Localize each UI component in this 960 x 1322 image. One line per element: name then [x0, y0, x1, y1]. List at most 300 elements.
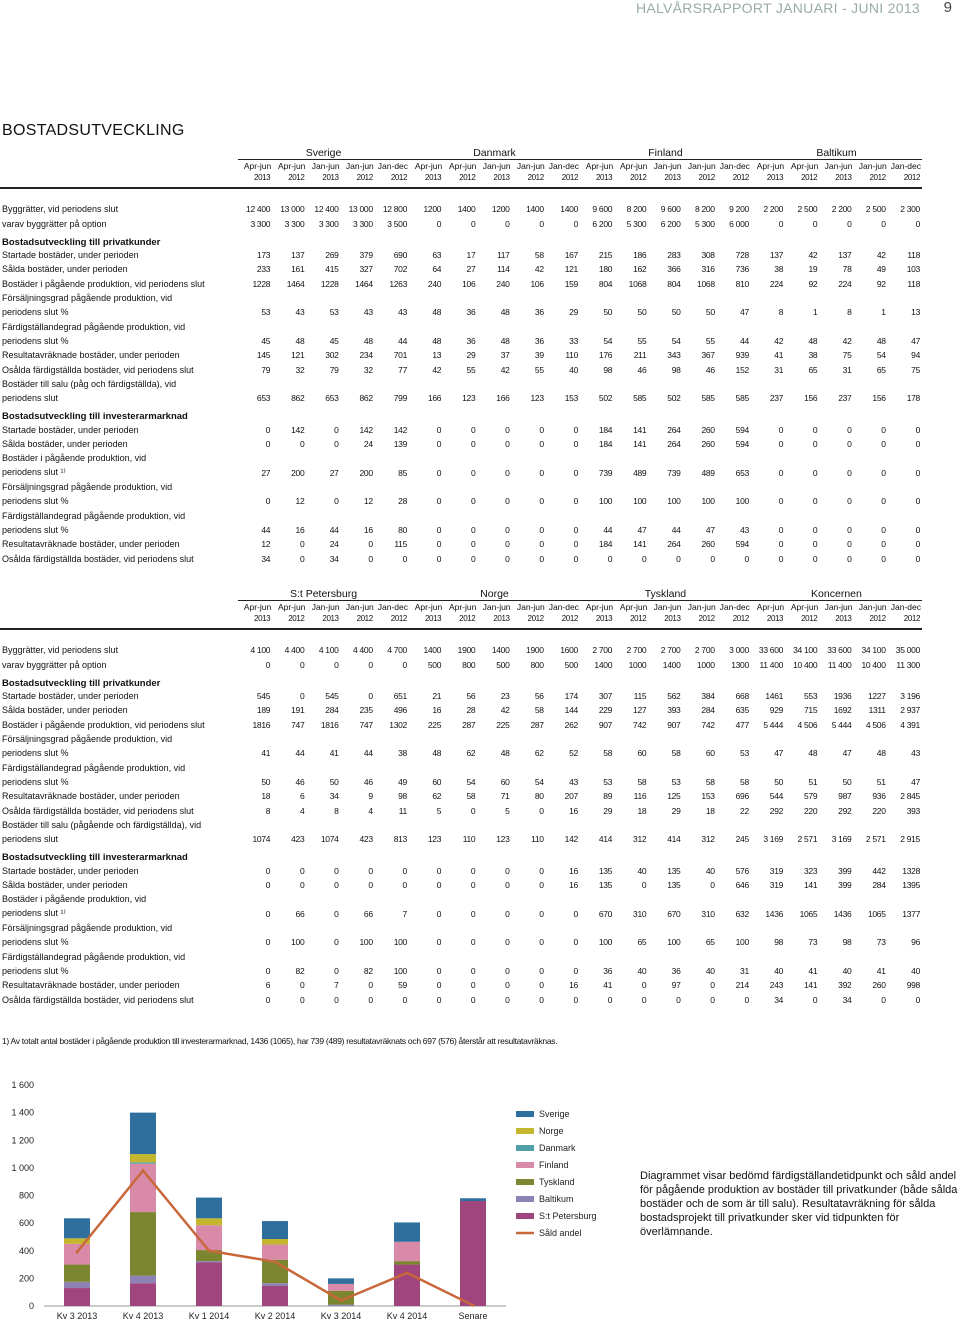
- cell-value: 0: [539, 553, 544, 564]
- cell-value: 862: [359, 393, 373, 404]
- table-row: [0, 992, 922, 1006]
- table-row: [0, 451, 922, 465]
- cell-value: 53: [603, 776, 613, 787]
- cell-value: 264: [667, 424, 681, 435]
- cell-value: 29: [603, 805, 613, 816]
- cell-value: 316: [701, 264, 715, 275]
- cell-value: 800: [530, 659, 544, 670]
- period-label: Jan-dec: [890, 160, 921, 171]
- cell-value: 500: [564, 659, 578, 670]
- cell-value: 0: [505, 439, 510, 450]
- cell-value: 668: [735, 690, 749, 701]
- cell-value: 0: [778, 424, 784, 435]
- period-label: Jan-jun: [311, 601, 340, 612]
- cell-value: 4 391: [900, 719, 920, 730]
- cell-value: 0: [265, 659, 271, 670]
- cell-value: 8: [778, 307, 784, 318]
- row-label: periodens slut %: [2, 748, 69, 759]
- cell-value: 141: [803, 980, 818, 991]
- cell-value: 123: [530, 393, 544, 404]
- cell-value: 1228: [252, 278, 271, 289]
- legend-swatch: [516, 1145, 534, 1151]
- corner-cell: [0, 146, 238, 160]
- cell-value: 34: [261, 553, 271, 564]
- cell-value: 42: [808, 249, 818, 260]
- cell-value: 0: [470, 439, 476, 450]
- cell-value: 135: [667, 865, 681, 876]
- cell-value: 32: [295, 364, 305, 375]
- cell-value: 0: [641, 553, 647, 564]
- cell-value: 58: [671, 748, 681, 759]
- cell-value: 0: [847, 218, 852, 229]
- row-label: Sålda bostäder, under perioden: [2, 439, 128, 450]
- cell-value: 936: [872, 791, 886, 802]
- cell-value: 0: [778, 439, 784, 450]
- cell-value: 48: [432, 748, 442, 759]
- cell-value: 1400: [423, 645, 442, 656]
- cell-value: 13: [432, 350, 442, 361]
- cell-value: 60: [432, 776, 442, 787]
- cell-value: 0: [539, 467, 544, 478]
- bar-segment: [196, 1225, 222, 1250]
- cell-value: 127: [633, 705, 647, 716]
- cell-value: 312: [633, 834, 647, 845]
- year-label: 2013: [254, 614, 271, 623]
- year-label: 2012: [390, 173, 408, 182]
- table-row: [0, 348, 922, 362]
- housing-table-1: [0, 146, 922, 566]
- cell-value: 34 100: [793, 645, 818, 656]
- cell-value: 34: [329, 553, 339, 564]
- cell-value: 0: [265, 880, 271, 891]
- cell-value: 6 000: [729, 218, 749, 229]
- cell-value: 442: [872, 865, 886, 876]
- cell-value: 1464: [355, 278, 373, 289]
- cell-value: 1400: [457, 204, 476, 215]
- cell-value: 0: [539, 496, 544, 507]
- cell-value: 152: [735, 364, 749, 375]
- cell-value: 702: [393, 264, 408, 275]
- cell-value: 62: [432, 791, 442, 802]
- cell-value: 135: [667, 880, 681, 891]
- cell-value: 423: [291, 834, 305, 845]
- table-row: [0, 703, 922, 717]
- cell-value: 237: [769, 393, 784, 404]
- cell-value: 0: [881, 467, 886, 478]
- cell-value: 65: [705, 937, 715, 948]
- cell-value: 7: [402, 908, 407, 919]
- cell-value: 0: [368, 880, 373, 891]
- table-row: [0, 422, 922, 436]
- cell-value: 0: [573, 439, 578, 450]
- cell-value: 55: [705, 335, 715, 346]
- row-label: Färdigställandegrad pågående produktion, vid: [2, 321, 186, 332]
- cell-value: 71: [500, 791, 510, 802]
- cell-value: 1000: [696, 659, 715, 670]
- cell-value: 1227: [867, 690, 886, 701]
- table-row: [0, 305, 922, 319]
- row-label: Byggrätter, vid periodens slut: [2, 645, 119, 656]
- cell-value: 2 700: [694, 645, 715, 656]
- cell-value: 264: [667, 439, 681, 450]
- cell-value: 2 700: [626, 645, 647, 656]
- cell-value: 245: [735, 834, 749, 845]
- cell-value: 46: [705, 364, 715, 375]
- cell-value: 4: [299, 805, 305, 816]
- cell-value: 323: [803, 865, 818, 876]
- cell-value: 36: [603, 965, 613, 976]
- cell-value: 211: [633, 350, 647, 361]
- cell-value: 44: [295, 748, 305, 759]
- cell-value: 123: [496, 834, 510, 845]
- table-row: [0, 878, 922, 892]
- year-label: 2013: [493, 173, 510, 182]
- cell-value: 44: [740, 335, 749, 346]
- cell-value: 0: [334, 908, 339, 919]
- cell-value: 92: [876, 278, 886, 289]
- cell-value: 0: [641, 880, 647, 891]
- cell-value: 0: [299, 539, 305, 550]
- year-label: 2013: [424, 614, 442, 623]
- cell-value: 0: [915, 467, 920, 478]
- year-label: 2013: [595, 173, 613, 182]
- year-label: 2013: [254, 173, 271, 182]
- cell-value: 40: [637, 965, 647, 976]
- table-row: [0, 262, 922, 276]
- x-tick-label: Kv 1 2014: [188, 1311, 230, 1321]
- cell-value: 58: [534, 249, 544, 260]
- cell-value: 0: [812, 218, 818, 229]
- cell-value: 121: [564, 264, 578, 275]
- cell-value: 414: [667, 834, 681, 845]
- cell-value: 234: [359, 350, 373, 361]
- cell-value: 0: [881, 218, 886, 229]
- cell-value: 243: [769, 980, 784, 991]
- cell-value: 3 300: [284, 218, 305, 229]
- cell-value: 0: [778, 467, 784, 478]
- cell-value: 0: [436, 439, 442, 450]
- cell-value: 319: [769, 865, 784, 876]
- cell-value: 16: [432, 705, 442, 716]
- line-point: [76, 1251, 79, 1254]
- line-point: [472, 1304, 475, 1307]
- cell-value: 100: [735, 937, 749, 948]
- cell-value: 7: [334, 980, 339, 991]
- cell-value: 18: [261, 791, 271, 802]
- cell-value: 1600: [560, 645, 578, 656]
- cell-value: 106: [462, 278, 476, 289]
- x-tick-label: Kv 3 2013: [56, 1311, 98, 1321]
- cell-value: 2 700: [592, 645, 613, 656]
- table-row: [0, 732, 922, 746]
- period-label: Apr-jun: [585, 160, 614, 171]
- table-row: [0, 718, 922, 732]
- cell-value: 0: [402, 880, 407, 891]
- row-label: periodens slut ¹⁾: [2, 908, 66, 919]
- cell-value: 576: [735, 865, 749, 876]
- cell-value: 283: [667, 249, 681, 260]
- cell-value: 137: [838, 249, 852, 260]
- group-header: Danmark: [409, 146, 580, 160]
- period-label: Jan-jun: [516, 160, 545, 171]
- cell-value: 2 500: [797, 204, 818, 215]
- cell-value: 502: [598, 393, 613, 404]
- cell-value: 3 300: [353, 218, 373, 229]
- cell-value: 98: [398, 791, 407, 802]
- period-label: Jan-jun: [687, 160, 716, 171]
- cell-value: 0: [470, 937, 476, 948]
- cell-value: 186: [633, 249, 647, 260]
- cell-value: 0: [402, 994, 407, 1005]
- cell-value: 100: [701, 496, 715, 507]
- cell-value: 156: [872, 393, 886, 404]
- cell-value: 0: [539, 965, 544, 976]
- cell-value: 48: [876, 748, 886, 759]
- row-label: Osålda färdigställda bostäder, vid periodens slut: [2, 994, 194, 1005]
- cell-value: 48: [876, 335, 886, 346]
- cell-value: 260: [701, 539, 715, 550]
- row-label: Färdigställandegrad pågående produktion, vid: [2, 951, 186, 962]
- cell-value: 54: [671, 335, 681, 346]
- cell-value: 0: [778, 553, 784, 564]
- cell-value: 0: [299, 690, 305, 701]
- year-label: 2012: [869, 173, 886, 182]
- cell-value: 0: [710, 553, 715, 564]
- cell-value: 701: [393, 350, 408, 361]
- cell-value: 998: [906, 980, 920, 991]
- period-label: Jan-jun: [345, 160, 374, 171]
- cell-value: 13 000: [280, 204, 305, 215]
- cell-value: 0: [539, 865, 544, 876]
- cell-value: 742: [701, 719, 715, 730]
- cell-value: 4 400: [353, 645, 373, 656]
- table-row: [0, 363, 922, 377]
- cell-value: 11 400: [759, 659, 784, 670]
- cell-value: 42: [876, 249, 886, 260]
- cell-value: 58: [534, 705, 544, 716]
- cell-value: 11 300: [896, 659, 920, 670]
- cell-value: 415: [325, 264, 339, 275]
- cell-value: 0: [505, 553, 510, 564]
- cell-value: 0: [710, 880, 715, 891]
- cell-value: 73: [876, 937, 886, 948]
- cell-value: 48: [432, 335, 442, 346]
- row-label: Startade bostäder, under perioden: [2, 690, 139, 701]
- cell-value: 0: [881, 439, 886, 450]
- year-label: 2013: [766, 614, 784, 623]
- cell-value: 48: [808, 748, 818, 759]
- cell-value: 54: [876, 350, 886, 361]
- cell-value: 43: [740, 524, 749, 535]
- cell-value: 0: [812, 994, 818, 1005]
- cell-value: 907: [667, 719, 681, 730]
- cell-value: 60: [637, 748, 647, 759]
- cell-value: 13: [911, 307, 920, 318]
- cell-value: 191: [291, 705, 305, 716]
- period-label: Apr-jun: [756, 601, 785, 612]
- cell-value: 1400: [491, 645, 510, 656]
- period-label: Apr-jun: [243, 601, 272, 612]
- cell-value: 36: [671, 965, 681, 976]
- cell-value: 0: [505, 524, 510, 535]
- housing-table-2: [0, 587, 922, 1007]
- cell-value: 166: [496, 393, 510, 404]
- cell-value: 174: [564, 690, 578, 701]
- cell-value: 173: [256, 249, 271, 260]
- bar-segment: [394, 1222, 420, 1241]
- cell-value: 1464: [286, 278, 305, 289]
- cell-value: 43: [569, 776, 578, 787]
- cell-value: 75: [842, 350, 852, 361]
- cell-value: 114: [496, 264, 510, 275]
- cell-value: 0: [881, 994, 886, 1005]
- row-label: varav byggrätter på option: [2, 218, 107, 229]
- cell-value: 40: [842, 965, 852, 976]
- cell-value: 284: [325, 705, 339, 716]
- cell-value: 48: [295, 335, 305, 346]
- cell-value: 0: [505, 937, 510, 948]
- cell-value: 0: [470, 980, 476, 991]
- cell-value: 178: [906, 393, 920, 404]
- period-label: Jan-jun: [653, 160, 682, 171]
- cell-value: 53: [329, 307, 339, 318]
- cell-value: 41: [329, 748, 339, 759]
- cell-value: 63: [432, 249, 442, 260]
- table-row: [0, 405, 922, 422]
- cell-value: 0: [881, 424, 886, 435]
- cell-value: 42: [534, 264, 544, 275]
- cell-value: 3 000: [729, 645, 749, 656]
- cell-value: 670: [667, 908, 681, 919]
- legend-label: Baltikum: [539, 1194, 574, 1204]
- cell-value: 240: [496, 278, 510, 289]
- cell-value: 121: [291, 350, 305, 361]
- bar-segment: [130, 1212, 156, 1276]
- cell-value: 0: [539, 994, 544, 1005]
- cell-value: 2 915: [900, 834, 920, 845]
- bar-segment: [262, 1239, 288, 1245]
- cell-value: 40: [911, 965, 920, 976]
- cell-value: 302: [325, 350, 339, 361]
- cell-value: 28: [466, 705, 476, 716]
- cell-value: 399: [838, 865, 852, 876]
- table-row: [0, 537, 922, 551]
- cell-value: 50: [329, 776, 339, 787]
- cell-value: 319: [769, 880, 784, 891]
- cell-value: 0: [505, 965, 510, 976]
- cell-value: 225: [496, 719, 510, 730]
- cell-value: 939: [735, 350, 749, 361]
- cell-value: 1816: [252, 719, 271, 730]
- cell-value: 224: [838, 278, 852, 289]
- cell-value: 0: [368, 980, 373, 991]
- cell-value: 220: [803, 805, 818, 816]
- cell-value: 45: [329, 335, 339, 346]
- cell-value: 0: [436, 994, 442, 1005]
- cell-value: 54: [534, 776, 544, 787]
- cell-value: 44: [603, 524, 613, 535]
- table-row: [0, 320, 922, 334]
- cell-value: 632: [735, 908, 749, 919]
- cell-value: 0: [334, 439, 339, 450]
- year-label: 2013: [322, 173, 339, 182]
- cell-value: 1302: [389, 719, 407, 730]
- cell-value: 489: [701, 467, 715, 478]
- table-row: [0, 672, 922, 689]
- cell-value: 1328: [902, 865, 920, 876]
- cell-value: 653: [735, 467, 749, 478]
- legend-label: Tyskland: [539, 1177, 575, 1187]
- y-tick-label: 800: [18, 1190, 34, 1201]
- cell-value: 27: [329, 467, 339, 478]
- cell-value: 0: [436, 539, 442, 550]
- cell-value: 384: [701, 690, 715, 701]
- cell-value: 0: [676, 553, 681, 564]
- cell-value: 0: [881, 524, 886, 535]
- cell-value: 29: [466, 350, 476, 361]
- cell-value: 502: [667, 393, 681, 404]
- year-label: 2012: [698, 173, 715, 182]
- cell-value: 0: [573, 908, 578, 919]
- period-label: Jan-jun: [516, 601, 545, 612]
- cell-value: 4 400: [284, 645, 305, 656]
- cell-value: 100: [393, 937, 407, 948]
- cell-value: 0: [539, 880, 544, 891]
- period-label: Apr-jun: [790, 601, 819, 612]
- cell-value: 43: [295, 307, 305, 318]
- cell-value: 310: [701, 908, 715, 919]
- cell-value: 16: [295, 524, 305, 535]
- legend-swatch: [516, 1179, 534, 1185]
- cell-value: 0: [470, 805, 476, 816]
- cell-value: 47: [705, 524, 715, 535]
- cell-value: 10 400: [793, 659, 818, 670]
- bar-segment: [64, 1244, 90, 1265]
- cell-value: 27: [466, 264, 476, 275]
- cell-value: 715: [803, 705, 818, 716]
- row-label: Bostäder i pågående produktion, vid: [2, 453, 147, 464]
- cell-value: 40: [705, 965, 715, 976]
- cell-value: 6: [299, 791, 305, 802]
- bar-segment: [130, 1283, 156, 1306]
- cell-value: 43: [911, 748, 920, 759]
- cell-value: 269: [325, 249, 339, 260]
- cell-value: 4: [368, 805, 373, 816]
- cell-value: 50: [774, 776, 784, 787]
- cell-value: 16: [569, 980, 578, 991]
- cell-value: 42: [774, 335, 784, 346]
- period-label: Jan-dec: [548, 160, 579, 171]
- x-tick-label: Kv 4 2014: [386, 1311, 428, 1321]
- cell-value: 343: [667, 350, 681, 361]
- bar-segment: [460, 1198, 486, 1201]
- cell-value: 43: [363, 307, 373, 318]
- cell-value: 739: [598, 467, 613, 478]
- y-tick-label: 200: [18, 1273, 34, 1284]
- row-label: Byggrätter, vid periodens slut: [2, 204, 119, 215]
- cell-value: 284: [701, 705, 715, 716]
- cell-value: 46: [295, 776, 305, 787]
- cell-value: 0: [505, 539, 510, 550]
- cell-value: 80: [534, 791, 544, 802]
- cell-value: 260: [701, 439, 715, 450]
- bar-segment: [262, 1283, 288, 1286]
- cell-value: 5 444: [763, 719, 784, 730]
- cell-value: 393: [667, 705, 681, 716]
- cell-value: 736: [735, 264, 749, 275]
- cell-value: 58: [603, 748, 613, 759]
- cell-value: 56: [534, 690, 544, 701]
